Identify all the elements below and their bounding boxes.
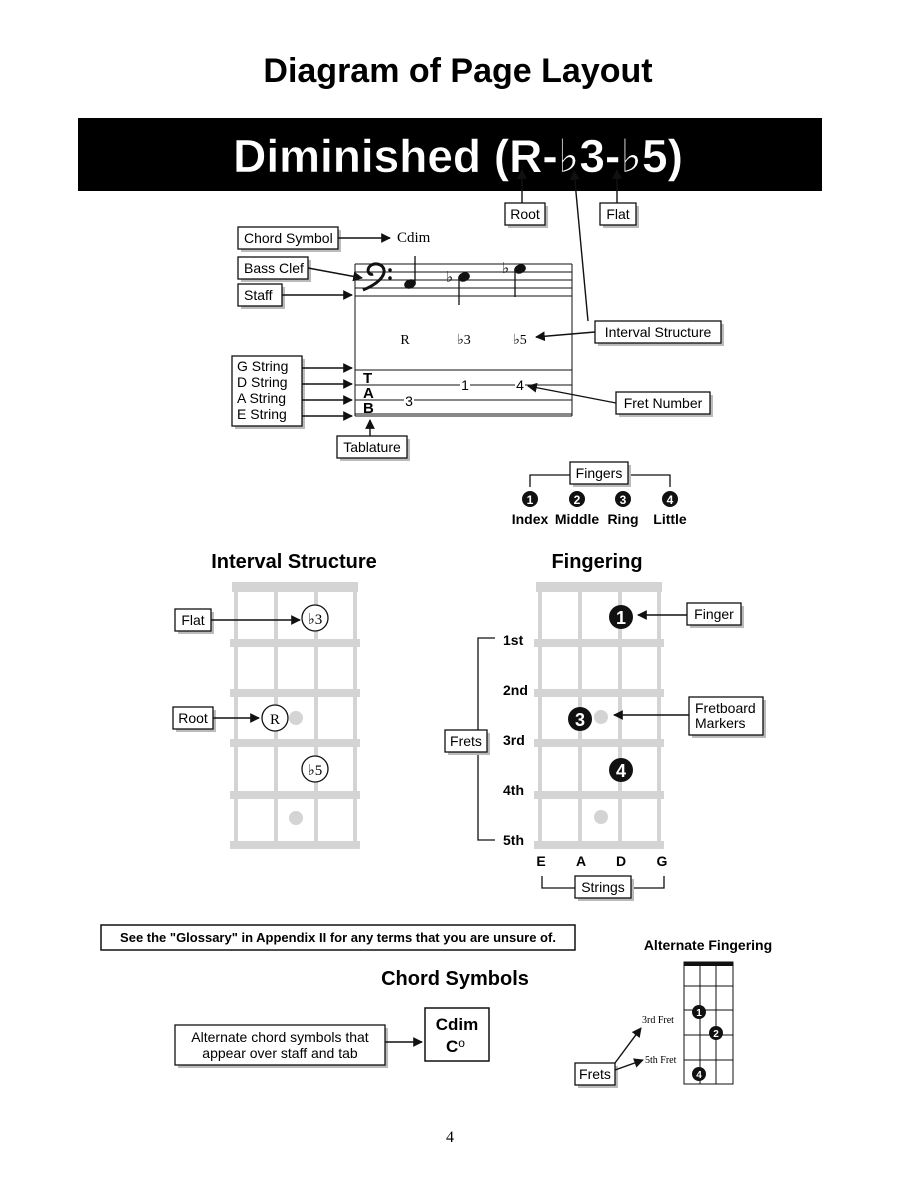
tab-number-1: 1 bbox=[461, 377, 469, 393]
finger-callout: Finger bbox=[694, 606, 734, 622]
alternate-fretboard bbox=[684, 962, 733, 1084]
finger-1-icon: 1 bbox=[526, 493, 534, 507]
tab-letter-t: T bbox=[363, 370, 373, 387]
tab-number-3: 3 bbox=[405, 393, 413, 409]
fingering-dot-4-label: 4 bbox=[615, 761, 627, 781]
fingering-dot-3-label: 3 bbox=[574, 710, 586, 730]
fret-number-callout: Fret Number bbox=[623, 395, 703, 411]
page-number: 4 bbox=[446, 1129, 454, 1146]
chord-banner-title: Diminished (R-♭3-♭5) bbox=[233, 130, 683, 182]
root-callout: Root bbox=[510, 206, 540, 222]
alt-fret-3-label: 3rd Fret bbox=[642, 1015, 674, 1026]
chord-symbol-callout: Chord Symbol bbox=[244, 230, 333, 246]
fret-label-2nd: 2nd bbox=[503, 682, 528, 698]
strings-callout: Strings bbox=[581, 879, 625, 895]
markers-callout-line2: Markers bbox=[695, 715, 746, 731]
glossary-note: See the "Glossary" in Appendix II for any terms that you are unsure of. bbox=[120, 930, 556, 945]
e-string-callout: E String bbox=[237, 406, 287, 422]
fret-label-5th: 5th bbox=[503, 832, 524, 848]
string-name-g: G bbox=[656, 853, 668, 869]
frets-callout: Frets bbox=[450, 733, 482, 749]
interval-b5-label: ♭5 bbox=[307, 763, 323, 779]
chord-symbol-cdim: Cdim bbox=[435, 1015, 479, 1034]
fret-label-3rd: 3rd bbox=[503, 732, 525, 748]
page-title: Diagram of Page Layout bbox=[263, 52, 653, 90]
alt-finger-1-label: 1 bbox=[696, 1008, 702, 1019]
fingering-dot-1-label: 1 bbox=[615, 608, 627, 628]
d-string-callout: D String bbox=[237, 374, 288, 390]
tablature-callout: Tablature bbox=[343, 439, 401, 455]
bass-clef-callout: Bass Clef bbox=[244, 260, 304, 276]
tab-number-4: 4 bbox=[516, 377, 524, 393]
svg-text:♭: ♭ bbox=[446, 270, 454, 286]
chord-symbols-description-1: Alternate chord symbols that bbox=[191, 1029, 369, 1045]
finger-middle-label: Middle bbox=[554, 511, 600, 527]
note-root bbox=[403, 256, 417, 290]
flat-callout: Flat bbox=[606, 206, 630, 222]
fingers-legend bbox=[512, 462, 687, 527]
chord-symbols-description-2: appear over staff and tab bbox=[202, 1045, 358, 1061]
finger-index-label: Index bbox=[511, 511, 549, 527]
interval-fretboard bbox=[230, 582, 360, 845]
fret-label-1st: 1st bbox=[503, 632, 524, 648]
alt-frets-callout: Frets bbox=[579, 1066, 611, 1082]
staff-interval-b5: ♭5 bbox=[513, 333, 527, 348]
string-name-a: A bbox=[575, 853, 587, 869]
interval-structure-callout: Interval Structure bbox=[604, 324, 712, 340]
chord-symbols-title: Chord Symbols bbox=[381, 968, 529, 990]
alt-fret-5-label: 5th Fret bbox=[645, 1055, 677, 1066]
finger-2-icon: 2 bbox=[573, 493, 581, 507]
fret-label-4th: 4th bbox=[503, 782, 524, 798]
staff-interval-b3: ♭3 bbox=[457, 333, 471, 348]
string-name-e: E bbox=[536, 853, 546, 869]
svg-text:♭: ♭ bbox=[502, 261, 510, 277]
fretboard-marker-icon bbox=[594, 710, 608, 724]
string-name-d: D bbox=[615, 853, 627, 869]
finger-3-icon: 3 bbox=[619, 493, 627, 507]
tab-letter-b: B bbox=[363, 400, 374, 417]
finger-4-icon: 4 bbox=[666, 493, 674, 507]
finger-little-label: Little bbox=[653, 511, 687, 527]
staff-chord-symbol: Cdim bbox=[397, 230, 431, 246]
interval-root-callout: Root bbox=[178, 710, 208, 726]
chord-symbol-co: $C^o$ bbox=[446, 1036, 465, 1056]
fingers-title: Fingers bbox=[575, 465, 623, 481]
finger-ring-label: Ring bbox=[607, 511, 639, 527]
interval-flat-callout: Flat bbox=[181, 612, 205, 628]
markers-callout-line1: Fretboard bbox=[695, 700, 756, 716]
g-string-callout: G String bbox=[237, 358, 289, 374]
staff-callout: Staff bbox=[244, 287, 273, 303]
alt-finger-4-label: 4 bbox=[696, 1070, 702, 1081]
fingering-fretboard bbox=[534, 582, 664, 845]
interval-b3-label: ♭3 bbox=[307, 612, 323, 628]
a-string-callout: A String bbox=[237, 390, 287, 406]
interval-structure-title: Interval Structure bbox=[211, 551, 377, 573]
staff-interval-root: R bbox=[400, 333, 410, 348]
fingering-title: Fingering bbox=[551, 551, 643, 573]
interval-root-label: R bbox=[269, 712, 281, 728]
bass-clef-icon bbox=[363, 264, 392, 290]
note-flat-fifth bbox=[502, 261, 527, 297]
tab-letter-a: A bbox=[363, 385, 374, 402]
alt-finger-2-label: 2 bbox=[713, 1029, 719, 1040]
alternate-fingering-title: Alternate Fingering bbox=[643, 937, 773, 953]
